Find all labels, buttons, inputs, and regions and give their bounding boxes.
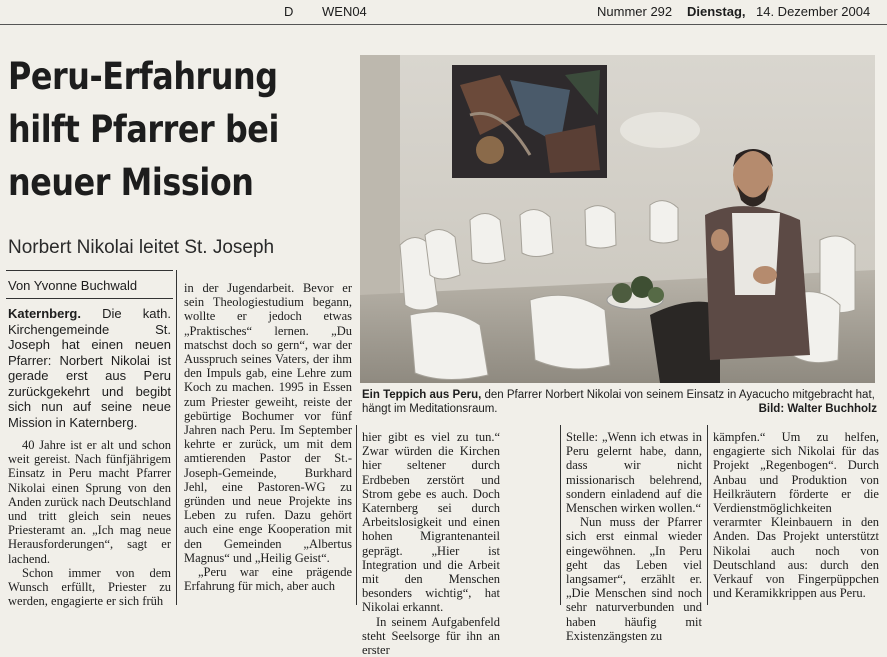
article-photo bbox=[360, 55, 875, 383]
col2-paragraph-1: in der Jugendarbeit. Bevor er sein Theologiestudium begann, wollte er jedoch etwas „Praktisches“ lernen. „Du matschst doch so gern“, war der Ausspruch seines Vaters, der ihm den Impuls gab, eine Lehre zum Koch zu machen. 1995 in Essen zum Priester geweiht, reiste der gebürtige Bochumer vor fünf Jahren nach Peru. Im September kehrte er zurück, um mit dem amtierenden Pastor der St.-Joseph-Gemeinde, Burkhard Jehl, eine Pastoren-WG zu gründen und neue Projekte ins Leben zu rufen. Dazu gehört auch eine enge Kooperation mit den Gemeinden „Albertus Magnus“ und „Heilig Geist“. bbox=[184, 281, 352, 565]
section-code: WEN04 bbox=[322, 4, 367, 19]
dateline: Katernberg. bbox=[8, 306, 81, 321]
column-1 bbox=[8, 306, 171, 608]
col4-paragraph-2: Nun muss der Pfarrer sich erst einmal wieder eingewöhnen. „In Peru geht das Leben viel langsamer“, erzählt er. „Die Menschen sind noch sehr naturverbunden und haben häufig mit Existenzängsten zu bbox=[566, 515, 702, 643]
issue-date: 14. Dezember 2004 bbox=[756, 4, 871, 19]
issue-number: Nummer 292 bbox=[597, 4, 673, 19]
column-divider-1 bbox=[176, 270, 177, 605]
tapestry bbox=[452, 65, 607, 178]
column-5 bbox=[713, 430, 879, 600]
byline-top-rule bbox=[6, 270, 173, 271]
byline: Von Yvonne Buchwald bbox=[8, 278, 138, 293]
col1-paragraph-1: 40 Jahre ist er alt und schon weit gereist. Nach fünfjährigem Einsatz in Peru macht Pfarrer Nikolai einen Sprung von den Anden zurück nach Deutschland und tritt gleich sein neues Priesteramt an. „Ich mag neue Herausforderungen“, sagt er lachend. bbox=[8, 438, 171, 566]
weekday: Dienstag, bbox=[687, 4, 746, 19]
headline-line-3: neuer Mission bbox=[8, 161, 254, 204]
edition-code: D bbox=[284, 4, 294, 19]
column-divider-4 bbox=[707, 425, 708, 605]
photo-credit: Bild: Walter Buchholz bbox=[758, 403, 877, 415]
column-divider-3 bbox=[560, 425, 561, 605]
column-4 bbox=[566, 430, 702, 643]
col1-paragraph-2: Schon immer von dem Wunsch erfüllt, Priester zu werden, engagierte er sich früh bbox=[8, 565, 171, 609]
headline bbox=[8, 50, 305, 209]
col3-paragraph-2: In seinem Aufgabenfeld steht Seelsorge für ihn an erster bbox=[362, 614, 500, 657]
photo-caption bbox=[362, 388, 877, 416]
headline-line-1: Peru-Erfahrung bbox=[8, 55, 278, 98]
byline-bottom-rule bbox=[6, 298, 173, 299]
page-header bbox=[0, 0, 887, 25]
col4-paragraph-1: Stelle: „Wenn ich etwas in Peru gelernt habe, dann, dass wir nicht missionarisch belehrend, sondern einladend auf die Menschen wirken wollen.“ bbox=[566, 430, 702, 516]
column-3 bbox=[362, 430, 500, 657]
subtitle: Norbert Nikolai leitet St. Joseph bbox=[8, 237, 275, 258]
lead-paragraph bbox=[8, 306, 171, 430]
column-2 bbox=[184, 281, 352, 593]
caption-lead: Ein Teppich aus Peru, bbox=[362, 389, 482, 401]
caption-text: den Pfarrer Norbert Nikolai von seinem Einsatz in Ayacucho mitgebracht hat, hängt im Meditationsraum. bbox=[362, 389, 875, 415]
column-divider-2 bbox=[356, 425, 357, 605]
lead-text: Die kath. Kirchengemeinde St. Joseph hat einen neuen Pfarrer: Norbert Nikolai ist gerade erst aus Peru zurückgekehrt und begibt sich nun auf seine neue Mission in Katernberg. bbox=[8, 306, 171, 430]
col2-paragraph-2: „Peru war eine prägende Erfahrung für mich, aber auch bbox=[184, 565, 352, 594]
col3-paragraph-1: hier gibt es viel zu tun.“ Zwar würden die Kirchen hier seltener durch Erdbeben zerstört und Strom gebe es auch. Doch Katernberg sei durch Arbeitslosigkeit und einen hohen Migrantenanteil geprägt. „Hier ist Integration und die Arbeit mit den Menschen besonders wichtig“, hat Nikolai erkannt. bbox=[362, 430, 500, 615]
col5-paragraph-1: kämpfen.“ Um zu helfen, engagierte sich Nikolai für das Projekt „Regenbogen“. Durch Anbau und Produktion von Heilkräutern förderte er die Verdienstmöglichkeiten verarmter Kleinbauern in den Anden. Das Projekt unterstützt Nikolai auch noch von Deutschland aus: durch den Verkauf von Fingerpüppchen und Keramikkrippen aus Peru. bbox=[713, 430, 879, 601]
meditation-room-photo bbox=[360, 55, 875, 383]
headline-line-2: hilft Pfarrer bei bbox=[8, 108, 279, 151]
